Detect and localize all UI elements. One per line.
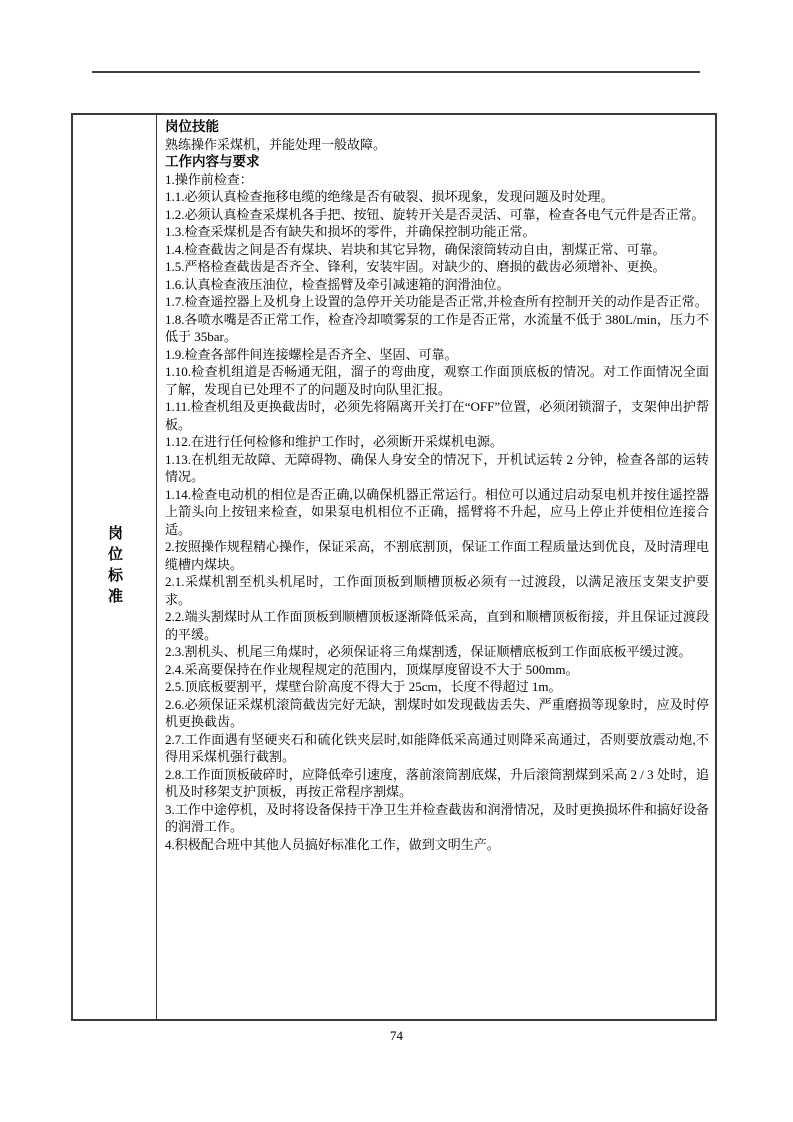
- paragraph: 1.12.在进行任何检修和维护工作时，必须断开采煤机电源。: [165, 434, 504, 449]
- paragraph: 1.6.认真检查液压油位，检查摇臂及牵引减速箱的润滑油位。: [165, 276, 510, 292]
- row-label-cell: [73, 115, 157, 1019]
- paragraph: 2.4.采高要保持在作业规程规定的范围内，顶煤厚度留设不大于 500mm。: [165, 661, 579, 677]
- paragraph: 1.操作前检查：: [165, 171, 253, 187]
- paragraph: 1.5.严格检查截齿是否齐全、锋利，安装牢固。对缺少的、磨损的截齿必须增补、更换。: [165, 259, 666, 274]
- paragraph: 1.7.检查遥控器上及机身上设置的急停开关功能是否正常,并检查所有控制开关的动作是否正常。: [165, 294, 708, 309]
- paragraph: 1.1.必须认真检查拖移电缆的绝缘是否有破裂、损坏现象，发现问题及时处理。: [165, 189, 614, 204]
- paragraph: 2.2.端头割煤时从工作面顶板到顺槽顶板逐渐降低采高，直到和顺槽顶板衔接，并且保证过渡段的平缓。: [165, 609, 709, 642]
- section-heading: 岗位技能: [165, 119, 219, 134]
- paragraph: 2.7.工作面遇有坚硬夹石和硫化铁夹层时,如能降低采高通过则降采高通过，否则要放震动炮,不得用采煤机强行截割。: [165, 731, 709, 764]
- paragraph: 1.8.各喷水嘴是否正常工作，检查冷却喷雾泵的工作是否正常，水流量不低于 380L/min，压力不低于 35bar。: [165, 311, 709, 344]
- paragraph: 1.14.检查电动机的相位是否正确,以确保机器正常运行。相位可以通过启动泵电机并按住遥控器上箭头向上按钮来检查，如果泵电机相位不正确，摇臂将不升起，应马上停止并使相位连接合适。: [165, 486, 709, 537]
- page-number: 74: [390, 1028, 403, 1043]
- paragraph: 2.8.工作面顶板破碎时，应降低牵引速度，落前滚筒割底煤，升后滚筒割煤到采高 2 / 3 处时，追机及时移架支护顶板，再按正常程序割煤。: [165, 766, 709, 799]
- paragraph: 3.工作中途停机，及时将设备保持干净卫生并检查截齿和润滑情况，及时更换损坏件和搞好设备的润滑工作。: [165, 801, 709, 834]
- position-standard-table: [71, 113, 717, 1021]
- paragraph: 熟练操作采煤机，并能处理一般故障。: [165, 136, 387, 152]
- paragraph: 1.2.必须认真检查采煤机各手把、按钮、旋转开关是否灵活、可靠，检查各电气元件是否正常。: [165, 206, 705, 222]
- row-label: 岗位标准: [106, 525, 123, 609]
- paragraph: 1.13.在机组无故障、无障碍物、确保人身安全的情况下，开机试运转 2 分钟，检查各部的运转情况。: [165, 451, 709, 484]
- paragraph: 1.3.检查采煤机是否有缺失和损坏的零件，并确保控制功能正常。: [165, 224, 536, 239]
- paragraph: 2.按照操作规程精心操作，保证采高，不割底割顶，保证工作面工程质量达到优良，及时清理电缆槽内煤块。: [165, 539, 709, 572]
- paragraph: 4.积极配合班中其他人员搞好标准化工作，做到文明生产。: [165, 836, 500, 852]
- paragraph: 2.3.割机头、机尾三角煤时，必须保证将三角煤割透，保证顺槽底板到工作面底板平缓过渡。: [165, 644, 692, 659]
- paragraph: 2.5.顶底板要割平，煤壁台阶高度不得大于 25cm，长度不得超过 1m。: [165, 679, 562, 694]
- header-rule: [92, 71, 700, 73]
- paragraph: 2.6.必须保证采煤机滚筒截齿完好无缺，割煤时如发现截齿丢失、严重磨损等现象时，应及时停机更换截齿。: [165, 696, 709, 729]
- content-cell: [157, 115, 715, 1019]
- paragraph: 1.9.检查各部件间连接螺栓是否齐全、坚固、可靠。: [165, 346, 458, 362]
- paragraph: 2.1.采煤机割至机头机尾时，工作面顶板到顺槽顶板必须有一过渡段，以满足液压支架支护要求。: [165, 574, 709, 607]
- paragraph: 1.4.检查截齿之间是否有煤块、岩块和其它异物，确保滚筒转动自由，割煤正常、可靠。: [165, 241, 666, 257]
- section-heading: 工作内容与要求: [165, 154, 260, 169]
- paragraph: 1.11.检查机组及更换截齿时，必须先将隔离开关打在“OFF”位置，必须闭锁溜子，支架伸出护帮板。: [165, 399, 709, 432]
- paragraph: 1.10.检查机组道是否畅通无阻，溜子的弯曲度，观察工作面顶底板的情况。对工作面情况全面了解，发现自已处理不了的问题及时向队里汇报。: [165, 364, 709, 397]
